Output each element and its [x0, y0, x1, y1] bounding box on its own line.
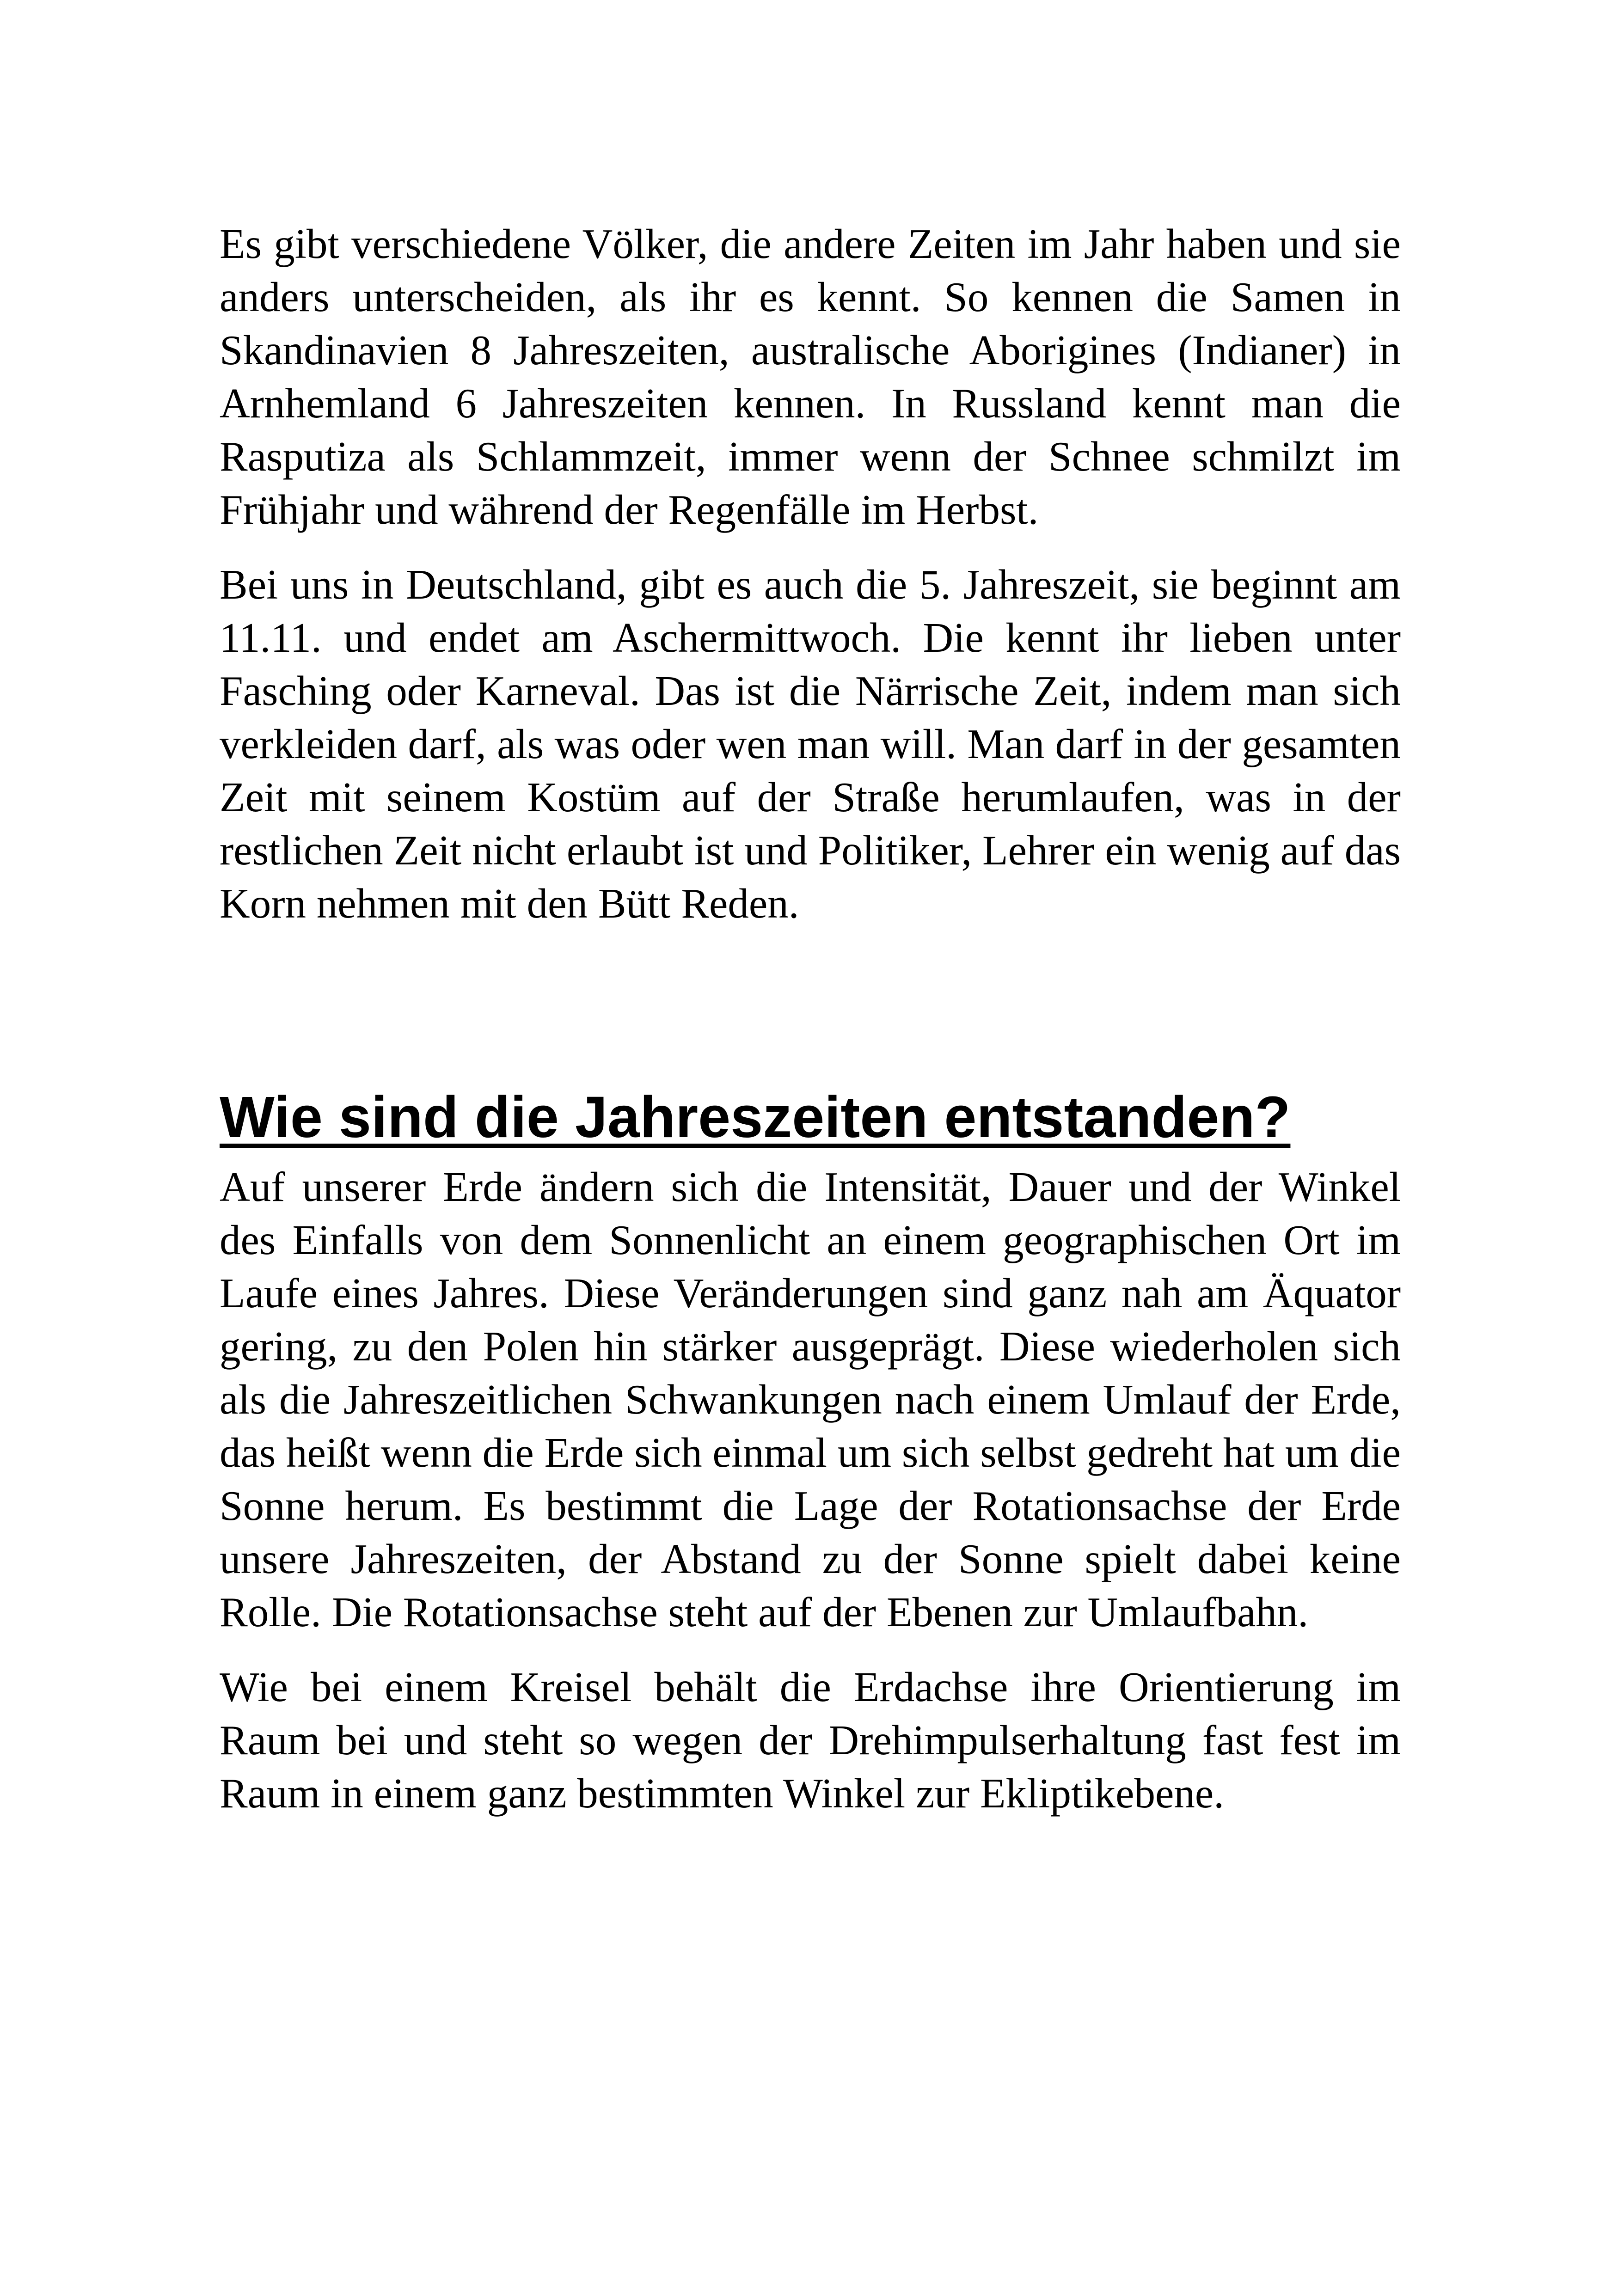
document-body [220, 217, 1401, 1820]
paragraph-spacer [220, 1639, 1401, 1660]
section-heading: Wie sind die Jahreszeiten entstanden? [220, 1084, 1291, 1150]
paragraph-spacer [220, 536, 1401, 558]
paragraph-season-origin: Auf unserer Erde ändern sich die Intensität, Dauer und der Winkel des Einfalls von dem Sonnenlicht an einem geographischen Ort im Laufe eines Jahres. Diese Veränderungen sind ganz nah am Äquator gering, zu den Polen hin stärker ausgeprägt. Diese wiederholen sich als die Jahreszeitlichen Schwankungen nach einem Umlauf der Erde, das heißt wenn die Erde sich einmal um sich selbst gedreht hat um die Sonne herum. Es bestimmt die Lage der Rotationsachse der Erde unsere Jahreszeiten, der Abstand zu der Sonne spielt dabei keine Rolle. Die Rotationsachse steht auf der Ebenen zur Umlaufbahn. [220, 1163, 1401, 1635]
section-spacer [220, 930, 1401, 1083]
paragraph-fifth-season: Bei uns in Deutschland, gibt es auch die 5. Jahreszeit, sie beginnt am 11.11. und endet am Aschermittwoch. Die kennt ihr lieben unter Fasching oder Karneval. Das ist die Närrische Zeit, indem man sich verkleiden darf, als was oder wen man will. Man darf in der gesamten Zeit mit seinem Kostüm auf der Straße herumlaufen, was in der restlichen Zeit nicht erlaubt ist und Politiker, Lehrer ein wenig auf das Korn nehmen mit den Bütt Reden. [220, 561, 1401, 927]
paragraph-other-peoples-seasons: Es gibt verschiedene Völker, die andere Zeiten im Jahr haben und sie anders unterscheiden, als ihr es kennt. So kennen die Samen in Skandinavien 8 Jahreszeiten, australische Aborigines (Indianer) in Arnhemland 6 Jahreszeiten kennen. In Russland kennt man die Rasputiza als Schlammzeit, immer wenn der Schnee schmilzt im Frühjahr und während der Regenfälle im Herbst. [220, 220, 1401, 533]
paragraph-earth-axis: Wie bei einem Kreisel behält die Erdachse ihre Orientierung im Raum bei und steht so wegen der Drehimpulserhaltung fast fest im Raum in einem ganz bestimmten Winkel zur Ekliptikebene. [220, 1664, 1401, 1817]
